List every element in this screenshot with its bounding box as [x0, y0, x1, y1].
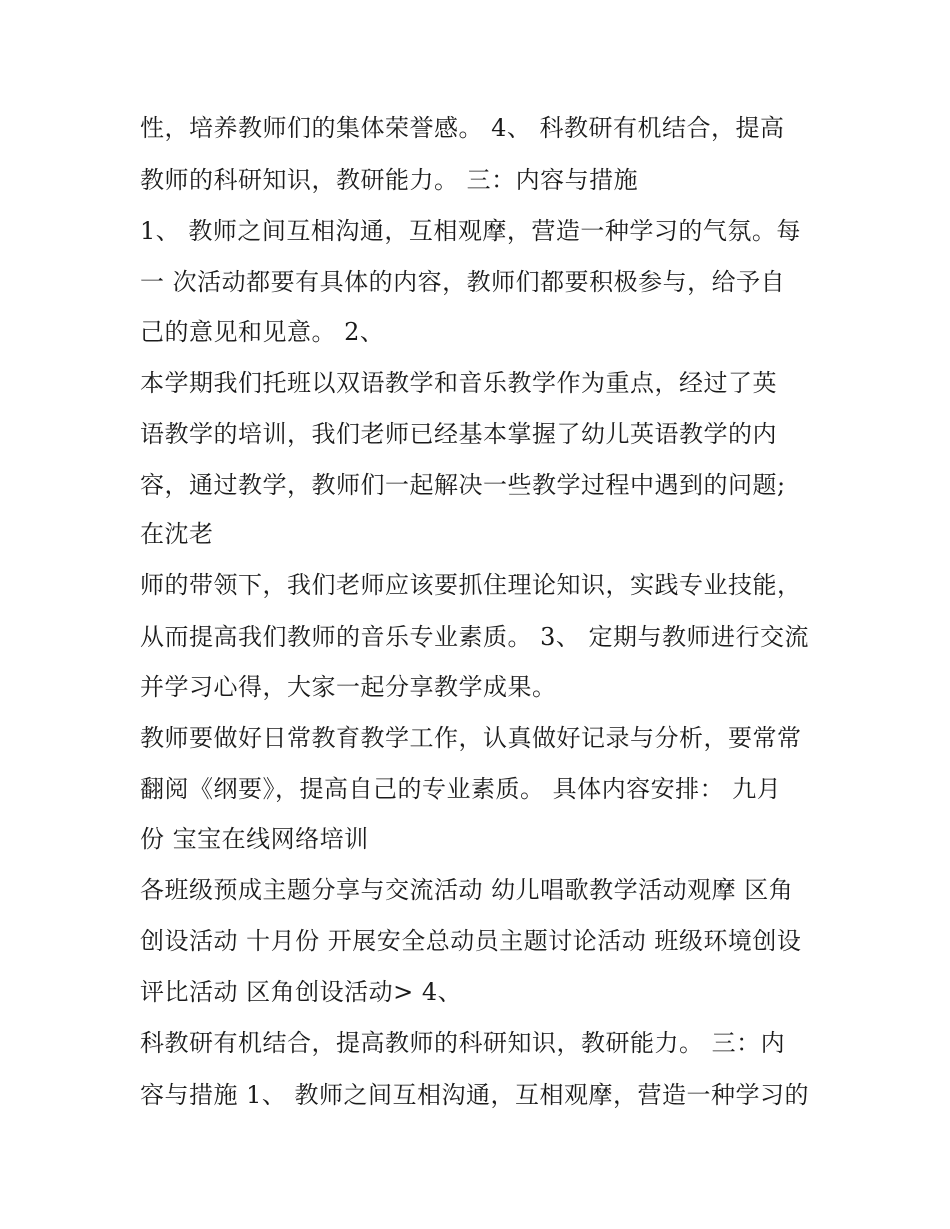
text-line: 份 宝宝在线网络培训 [140, 825, 369, 853]
text-line: 翻阅《纲要》，提高自己的专业素质。 具体内容安排： 九月 [140, 775, 782, 803]
text-line: 教师的科研知识，教研能力。 三：内容与措施 [140, 166, 639, 194]
text-line: 性，培养教师们的集体荣誉感。 4、 科教研有机结合，提高 [140, 114, 785, 142]
text-line: 并学习心得，大家一起分享教学成果。 [140, 673, 557, 701]
text-line: 评比活动 区角创设活动> 4、 [140, 978, 463, 1006]
text-line: 在沈老 [140, 520, 214, 548]
text-line: 1、 教师之间互相沟通，互相观摩，营造一种学习的气氛。每 [140, 217, 801, 245]
text-line: 教师要做好日常教育教学工作，认真做好记录与分析，要常常 [140, 724, 802, 752]
text-line: 科教研有机结合，提高教师的科研知识，教研能力。 三：内 [140, 1029, 786, 1057]
text-line: 语教学的培训，我们老师已经基本掌握了幼儿英语教学的内 [140, 420, 777, 448]
text-line: 创设活动 十月份 开展安全总动员主题讨论活动 班级环境创设 [140, 927, 802, 955]
text-line: 一 次活动都要有具体的内容，教师们都要积极参与，给予自 [140, 268, 786, 296]
text-line: 本学期我们托班以双语教学和音乐教学作为重点，经过了英 [140, 369, 777, 397]
text-line: 各班级预成主题分享与交流活动 幼儿唱歌教学活动观摩 区角 [140, 876, 794, 904]
text-line: 师的带领下，我们老师应该要抓住理论知识，实践专业技能， [140, 571, 802, 599]
text-line: 己的意见和见意。 2、 [140, 318, 385, 346]
text-line: 容与措施 1、 教师之间互相沟通，互相观摩，营造一种学习的 [140, 1081, 810, 1109]
text-line: 容，通过教学，教师们一起解决一些教学过程中遇到的问题; [140, 471, 786, 499]
text-line: 从而提高我们教师的音乐专业素质。 3、 定期与教师进行交流 [140, 623, 810, 651]
